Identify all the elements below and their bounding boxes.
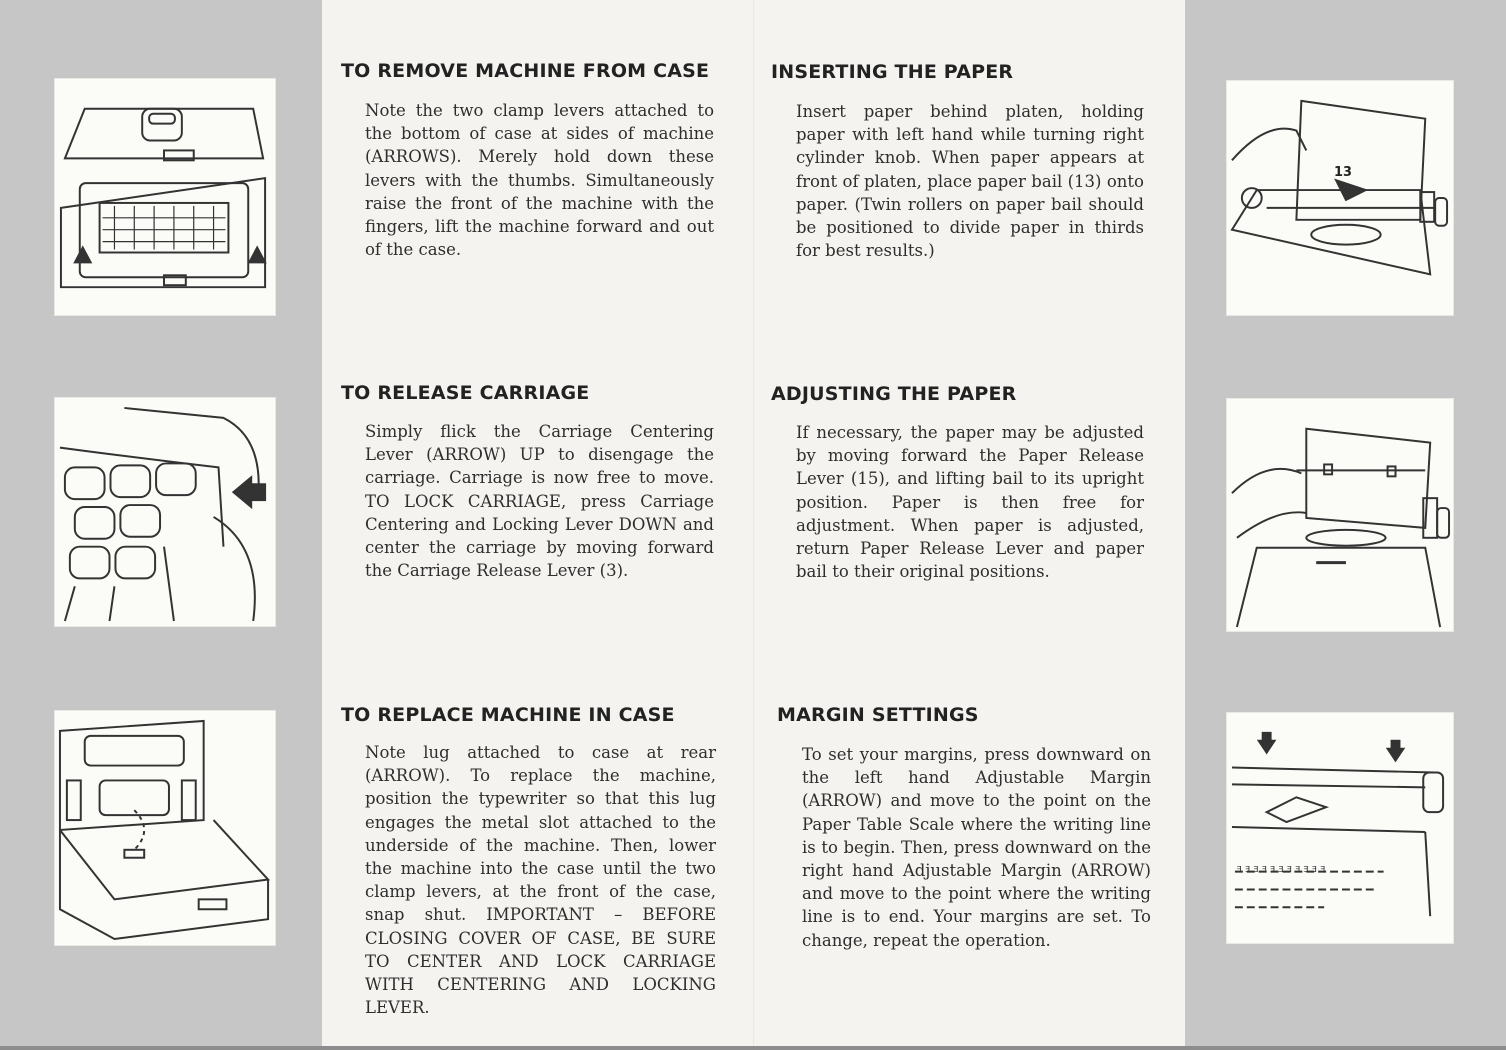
paragraph-margin-settings: To set your margins, press downward on the left hand Adjustable Margin (ARROW) and move to the point on the Paper Table Scale where the writing line is to begin. Then, press downward on the right hand Adjustable Margin (ARROW) and move to the point where the writing line is to end. Your margins are set. To change, repeat the operation. [802,745,1151,950]
label-13: 13 [1334,165,1352,181]
heading-adjusting-paper: ADJUSTING THE PAPER [771,383,1017,405]
paragraph-adjusting-paper: If necessary, the paper may be adjusted by moving forward the Paper Release Lever (15), and lifting bail to its upright position. Paper is then free for adjustment. When paper is adjusted, return Paper Release Lever and paper bail to their original positions. [796,423,1144,582]
paragraph-replace-machine: Note lug attached to case at rear (ARROW). To replace the machine, position the typewriter so that this lug engages the metal slot attached to the underside of the machine. Then, lower the machine into the case until the two clamp levers, at the front of the case, snap shut. IMPORTANT – BEFORE CLOSING COVER OF CASE, BE SURE TO CENTER AND LOCK CARRIAGE WITH CENTERING AND LOCKING LEVER. [365,743,716,1018]
heading-release-carriage: TO RELEASE CARRIAGE [341,382,590,404]
figure-carriage-lever [54,397,276,627]
figure-margin-settings [1226,712,1454,944]
figure-adjusting-paper [1226,398,1454,632]
paragraph-inserting-paper: Insert paper behind platen, holding paper with left hand while turning right cylinder knob. When paper appears at front of platen, place paper bail (13) onto paper. (Twin rollers on paper bail should be positioned to divide paper in thirds for best results.) [796,102,1144,261]
figure-case-lug [54,710,276,946]
bottom-edge [0,1046,1506,1050]
paragraph-remove-machine: Note the two clamp levers attached to the bottom of case at sides of machine (ARROWS). Merely hold down these levers with the thumbs. Simultaneously raise the front of the machine with the fingers, lift the machine forward and out of the case. [365,101,714,260]
heading-margin-settings: MARGIN SETTINGS [777,704,979,726]
figure-inserting-paper [1226,80,1454,316]
paragraph-release-carriage: Simply flick the Carriage Centering Lever (ARROW) UP to disengage the carriage. Carriage is now free to move. TO LOCK CARRIAGE, press Carriage Centering and Locking Lever DOWN and center the carriage by moving forward the Carriage Release Lever (3). [365,422,714,581]
figure-machine-in-case [54,78,276,316]
heading-remove-machine: TO REMOVE MACHINE FROM CASE [341,60,710,82]
heading-inserting-paper: INSERTING THE PAPER [771,61,1014,83]
center-fold [753,0,755,1050]
svg-text:ᴲᴲᴲᴲᴲᴲᴲᴲᴲᴲᴲ: ᴲᴲᴲᴲᴲᴲᴲᴲᴲᴲᴲ [1234,864,1327,881]
heading-replace-machine: TO REPLACE MACHINE IN CASE [341,704,675,726]
